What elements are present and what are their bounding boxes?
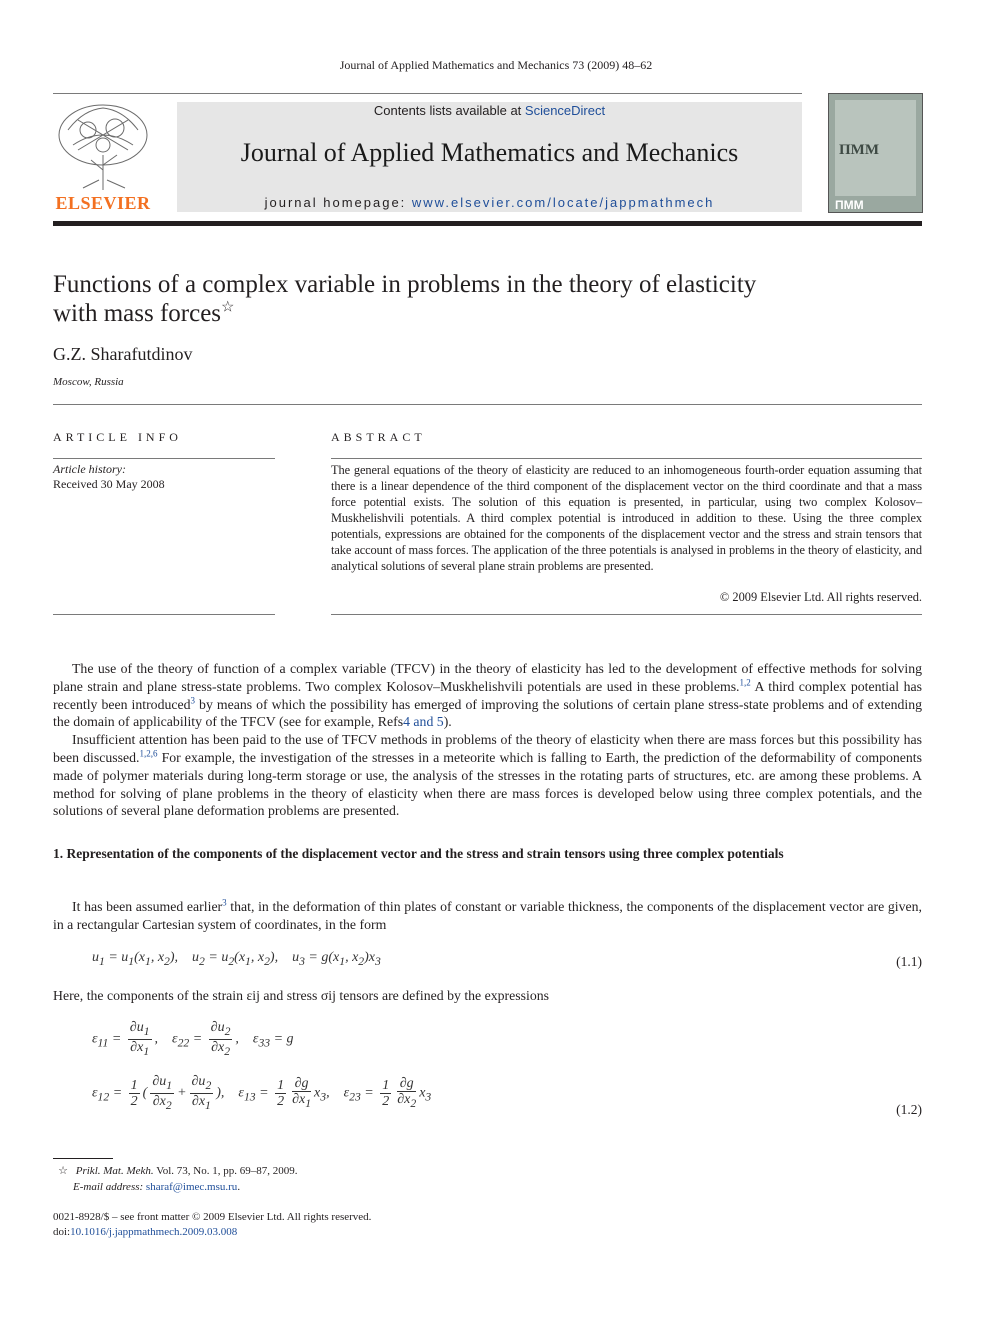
title-divider xyxy=(53,404,922,405)
ref-link-3b[interactable]: 3 xyxy=(222,897,227,908)
doi-link[interactable]: 10.1016/j.jappmathmech.2009.03.008 xyxy=(70,1226,238,1238)
abstract-copyright: © 2009 Elsevier Ltd. All rights reserved. xyxy=(719,590,922,604)
homepage-prefix: journal homepage: xyxy=(264,195,412,210)
received-date: Received 30 May 2008 xyxy=(53,477,165,491)
affiliation: Moscow, Russia xyxy=(53,376,124,388)
journal-title: Journal of Applied Mathematics and Mechanics xyxy=(240,138,739,167)
footnote-journal-details: Vol. 73, No. 1, pp. 69–87, 2009. xyxy=(153,1165,298,1177)
doi-label: doi: xyxy=(53,1226,71,1238)
intro-p2-text-b: For example, the investigation of the stresses in a meteorite which is falling to Earth, the prediction of the deformability of components made of polymer materials during long-term storage or use, the analysis of the stresses in the rotating parts of structures, etc. are among these problems. A method for solving of plane problems in the theory of elasticity when there are mass forces is developed below using three complex potentials, and the solutions of several plane deformation problems are presented. xyxy=(53,749,922,819)
journal-cover-thumbnail[interactable] xyxy=(828,93,923,213)
article-info-rule-bottom xyxy=(53,614,275,615)
ref-link-1-2[interactable]: 1,2 xyxy=(739,677,751,688)
section-1-title: 1. Representation of the components of the displacement vector and the stress and strain tensors using three complex potentials xyxy=(53,846,784,861)
section-1-p1-a: It has been assumed earlier xyxy=(72,899,223,914)
section-1-p1 xyxy=(53,898,922,934)
elsevier-logo-text[interactable]: ELSEVIER xyxy=(55,193,151,213)
equation-1-1: $u_1 = u_1(x_1$, $x_2$), $u_2 = u_2(x_1$, $x_2$), $u_3 = g(x_1$, $x_2)x_3$ xyxy=(92,950,381,968)
section-1-para-1 xyxy=(53,898,922,934)
intro-p1-text-b: A third complex potential has recently been introduced xyxy=(53,678,922,712)
front-matter: 0021-8928/$ – see front matter © 2009 Elsevier Ltd. All rights reserved. xyxy=(53,1211,372,1223)
intro-p1-text-a: The use of the theory of function of a complex variable (TFCV) in the theory of elasticity has led to the development of effective methods for solving plane strain and plane stress-state problems. Two complex Kolosov–Muskhelishvili potentials are used in these problems. xyxy=(53,661,922,694)
running-header: Journal of Applied Mathematics and Mechanics 73 (2009) 48–62 xyxy=(339,58,653,72)
article-title-line2: with mass forces xyxy=(53,300,222,327)
equation-number-1-2: (1.2) xyxy=(896,1102,922,1117)
abstract-heading: ABSTRACT xyxy=(331,430,426,444)
title-footnote-mark[interactable]: ☆ xyxy=(221,299,235,316)
masthead-top-rule xyxy=(53,93,802,94)
intro-paragraph-2 xyxy=(53,731,922,820)
ref-link-1-2-6[interactable]: 1,2,6 xyxy=(139,748,158,759)
abstract-rule-top xyxy=(331,458,922,459)
cover-title: ПММ xyxy=(839,142,879,158)
article-history-label: Article history: xyxy=(53,462,126,476)
intro-paragraph-1 xyxy=(53,660,922,731)
section-1-para-2: Here, the components of the strain εij and stress σij tensors are defined by the expressions xyxy=(53,988,549,1003)
sciencedirect-link[interactable]: ScienceDirect xyxy=(524,103,606,118)
article-title xyxy=(53,270,923,328)
intro-text xyxy=(53,660,922,820)
footnote-rule xyxy=(53,1158,113,1159)
article-title-line2-wrap xyxy=(53,299,923,328)
contents-prefix: Contents lists available at xyxy=(373,103,525,118)
footnote-mark: ☆ xyxy=(58,1165,68,1177)
equation-1-2-line2: $\varepsilon_{12}$ = $\frac{1}{2}$ ( $\frac{\partial u_1}{\partial x_2}$ + $\frac{\partial u_2}{\partial x_1}$ ), $\varepsilon_{13}$ = $\frac{1}{2}$ $\frac{\partial g}{\partial x_1}$ $x_3$, $\varepsilon_{23}$ = $\frac{1}{2}$ $\frac{\partial g}{\partial x_2}$ $x_3$ xyxy=(92,1074,432,1112)
homepage-line xyxy=(177,195,802,210)
email-label: E-mail address: xyxy=(73,1181,146,1193)
doi-line xyxy=(53,1226,237,1238)
equation-number-1-1: (1.1) xyxy=(896,954,922,969)
intro-p1-text-d: ). xyxy=(443,714,452,730)
footnote-email xyxy=(73,1181,240,1193)
email-end: . xyxy=(237,1181,241,1193)
homepage-link[interactable]: www.elsevier.com/locate/jappmathmech xyxy=(411,195,715,210)
article-info-heading: ARTICLE INFO xyxy=(53,430,182,444)
equation-1-2-line1: $\varepsilon_{11}$ = $\frac{\partial u_1}{\partial x_1}$ , $\varepsilon_{22}$ = $\frac{\partial u_2}{\partial x_2}$ , $\varepsilon_{33} = g$ xyxy=(92,1020,294,1058)
footnote-source xyxy=(53,1164,297,1177)
intro-p1-text-c: by means of which the possibility has emerged of improving the solutions of certain plane stress-state problems and of extending the domain of applicability of the TFCV (see for example, Refs xyxy=(53,696,923,730)
cover-bottom-label: ПММ xyxy=(835,198,864,212)
section-1-p1-b: that, in the deformation of thin plates of constant or variable thickness, the components of the displacement vector are given, in a rectangular Cartesian system of coordinates, in the form xyxy=(53,899,922,932)
abstract-text: The general equations of the theory of elasticity are reduced to an inhomogeneous fourth-order equation assuming that there is a linear dependence of the third component of the displacement vector on the third coordinate and that a mass force potential exists. The solution of this equation is presented, in particular, using two complex Kolosov–Muskhelishvili potentials. A third complex potential is introduced in addition to these. Using the three complex potentials, expressions are obtained for the components of the displacement vector and the stress and strain tensors that take account of mass forces. The application of the three potentials is analysed in problems in the theory of elasticity, and analytical solutions of several plane strain problems are presented. xyxy=(331,463,922,573)
elsevier-tree-logo xyxy=(53,100,153,192)
article-title-line1: Functions of a complex variable in problems in the theory of elasticity xyxy=(53,271,757,298)
abstract-rule-bottom xyxy=(331,614,922,615)
intro-p2-text-a: Insufficient attention has been paid to the use of TFCV methods in problems of the theory of elasticity when there are mass forces but this possibility has been discussed. xyxy=(53,732,922,765)
masthead-thick-rule xyxy=(53,221,922,226)
ref-link-3[interactable]: 3 xyxy=(190,695,196,705)
footnote-journal: Prikl. Mat. Mekh. xyxy=(75,1165,154,1177)
email-link[interactable]: sharaf@imec.msu.ru xyxy=(145,1181,238,1193)
contents-line xyxy=(177,103,802,118)
author-name[interactable]: G.Z. Sharafutdinov xyxy=(53,344,193,364)
ref-link-4-5[interactable]: 4 and 5 xyxy=(403,714,444,730)
article-info-rule-top xyxy=(53,458,275,459)
